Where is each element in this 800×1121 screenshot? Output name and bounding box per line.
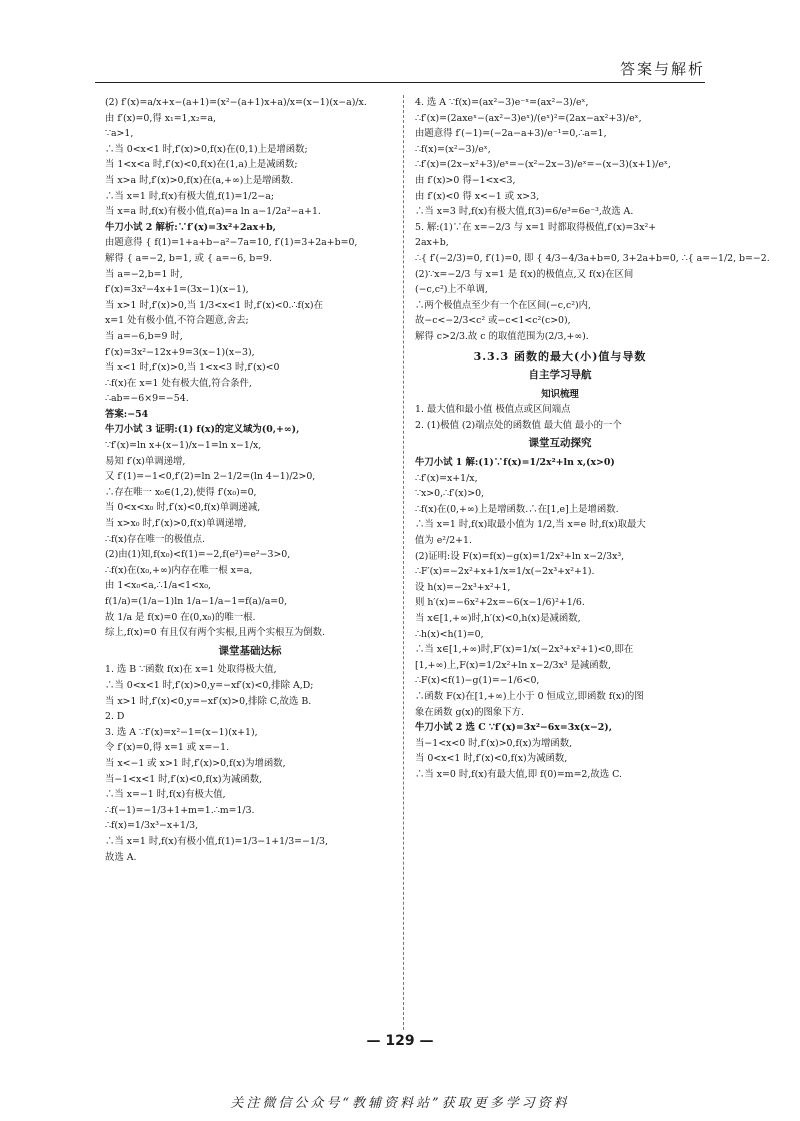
- footer-note: 关注微信公众号“教辅资料站”获取更多学习资料: [230, 1096, 570, 1111]
- text-line: ∵x>0,∴f′(x)>0,: [415, 488, 485, 500]
- text-line: 5. 解:(1)∵在 x=−2/3 与 x=1 时都取得极值,f′(x)=3x²+: [415, 221, 657, 233]
- text-line: 解得 c>2/3.故 c 的取值范围为(2/3,+∞).: [415, 330, 589, 342]
- text-line: ∴当 x∈[1,+∞)时,F′(x)=1/x(−2x³+x²+1)<0,即在: [415, 644, 634, 656]
- text-line: ∴f′(x)=x+1/x,: [415, 472, 478, 484]
- text-line: (2)由(1)知,f(x₀)<f(1)=−2,f(e²)=e²−3>0,: [105, 549, 291, 561]
- text-line: 当 a=−6,b=9 时,: [105, 330, 183, 342]
- text-line: f′(x)=3x²−12x+9=3(x−1)(x−3),: [105, 346, 255, 358]
- text-line: 4. 选 A ∵f(x)=(ax²−3)e⁻ˣ=(ax²−3)/eˣ,: [415, 97, 589, 108]
- text-line: ∴当 x=−1 时,f(x)有极大值,: [105, 789, 226, 801]
- text-line: ∴当 0<x<1 时,f′(x)>0,y=−xf′(x)<0,排除 A,D;: [105, 679, 314, 691]
- text-line: 牛刀小试 2 选 C ∵f′(x)=3x²−6x=3x(x−2),: [415, 722, 612, 734]
- text-line: 牛刀小试 3 证明:(1) f(x)的定义域为(0,+∞),: [105, 424, 300, 436]
- text-line: x=1 处有极小值,不符合题意,舍去;: [105, 315, 249, 327]
- text-line: ∴存在唯一 x₀∈(1,2),使得 f′(x₀)=0,: [105, 486, 257, 498]
- text-line: ∴F′(x)=−2x²+x+1/x=1/x(−2x³+x²+1).: [415, 566, 595, 578]
- text-line: 又 f′(1)=−1<0,f′(2)=ln 2−1/2=(ln 4−1)/2>0,: [105, 471, 316, 483]
- text-line: (−c,c²)上不单调,: [415, 284, 488, 296]
- text-line: 由 f′(x)>0 得−1<x<3,: [415, 174, 516, 186]
- text-line: ∴当 x=1 时,f(x)有极大值,f(1)=1/2−a;: [105, 190, 275, 202]
- text-line: 1. 最大值和最小值 极值点或区间端点: [415, 404, 571, 416]
- text-line: 课堂互动探究: [528, 437, 592, 450]
- text-line: ∴当 x=1 时,f(x)有极小值,f(1)=1/3−1+1/3=−1/3,: [105, 835, 328, 847]
- text-line: f′(x)=3x²−4x+1=(3x−1)(x−1),: [105, 284, 249, 296]
- text-line: 当 x>1 时,f′(x)<0,y=−xf′(x)>0,排除 C,故选 B.: [105, 695, 312, 707]
- text-line: ∵a>1,: [105, 128, 134, 140]
- text-line: ∴f′(x)=(2axeˣ−(ax²−3)eˣ)/(eˣ)²=(2ax−ax²+3)/eˣ,: [415, 112, 642, 124]
- text-line: 令 f′(x)=0,得 x=1 或 x=−1.: [105, 742, 230, 754]
- text-line: 牛刀小试 2 解析:∵f′(x)=3x²+2ax+b,: [105, 221, 276, 233]
- column-divider: [403, 95, 404, 1030]
- text-line: ∴f(x)=1/3x³−x+1/3,: [105, 820, 199, 832]
- text-line: ∴ab=−6×9=−54.: [105, 393, 189, 405]
- text-line: 2. D: [105, 711, 125, 723]
- text-line: 当 0<x<1 时,f′(x)<0,f(x)为减函数,: [415, 753, 568, 765]
- text-line: 由题意得 f′(−1)=(−2a−a+3)/e⁻¹=0,∴a=1,: [415, 128, 607, 140]
- text-line: 当 x<−1 或 x>1 时,f′(x)>0,f(x)为增函数,: [105, 757, 286, 769]
- text-line: 则 h′(x)=−6x²+2x=−6(x−1/6)²+1/6.: [415, 597, 585, 609]
- text-line: 知识梳理: [541, 388, 579, 400]
- text-line: 设 h(x)=−2x³+x²+1,: [415, 581, 511, 593]
- text-line: 由 1<x₀<a,∴1/a<1<x₀,: [105, 580, 212, 592]
- text-line: 易知 f′(x)单调递增,: [105, 455, 186, 467]
- right-column: [415, 95, 770, 783]
- text-line: f(1/a)=(1/a−1)ln 1/a−1/a−1=f(a)/a=0,: [105, 596, 288, 607]
- text-line: ∴f(x)在(x₀,+∞)内存在唯一根 x=a,: [105, 564, 253, 576]
- text-line: ∴f(−1)=−1/3+1+m=1.∴m=1/3.: [105, 804, 255, 816]
- text-line: 当 x<1 时,f′(x)>0,当 1<x<3 时,f′(x)<0: [105, 362, 280, 374]
- text-line: 解得 { a=−2, b=1, 或 { a=−6, b=9.: [105, 252, 273, 264]
- text-line: ∴f(x)在 x=1 处有极大值,符合条件,: [105, 377, 252, 389]
- text-line: 2. (1)极值 (2)端点处的函数值 最大值 最小的一个: [415, 419, 622, 431]
- text-line: ∴函数 F(x)在[1,+∞)上小于 0 恒成立,即函数 f(x)的图: [415, 690, 644, 702]
- text-line: (2) f′(x)=a/x+x−(a+1)=(x²−(a+1)x+a)/x=(x−1)(x−a)/x.: [105, 97, 367, 108]
- text-line: 象在函数 g(x)的图象下方.: [415, 706, 524, 718]
- text-line: 自主学习导航: [528, 369, 592, 382]
- text-line: 当−1<x<1 时,f′(x)<0,f(x)为减函数,: [105, 773, 263, 785]
- page-number: — 129 —: [366, 1033, 434, 1049]
- text-line: ∴当 x=1 时,f(x)取最小值为 1/2,当 x=e 时,f(x)取最大: [415, 519, 646, 531]
- text-line: [1,+∞)上,F(x)=1/2x²+ln x−2/3x³ 是减函数,: [415, 659, 611, 671]
- left-column: [105, 95, 395, 865]
- text-line: ∴f(x)存在唯一的极值点.: [105, 533, 206, 545]
- text-line: ∴当 0<x<1 时,f′(x)>0,f(x)在(0,1)上是增函数;: [105, 143, 308, 155]
- text-line: 当 1<x<a 时,f′(x)<0,f(x)在(1,a)上是减函数;: [105, 159, 298, 171]
- text-line: 当−1<x<0 时,f′(x)>0,f(x)为增函数,: [415, 737, 573, 749]
- text-line: 3.3.3 函数的最大(小)值与导数: [473, 349, 647, 363]
- text-line: ∴当 x=3 时,f(x)有极大值,f(3)=6/e³=6e⁻³,故选 A.: [415, 206, 634, 218]
- text-line: (2)∵x=−2/3 与 x=1 是 f(x)的极值点,又 f(x)在区间: [415, 268, 634, 280]
- text-line: 牛刀小试 1 解:(1)∵f(x)=1/2x²+ln x,(x>0): [415, 457, 615, 469]
- text-line: 值为 e²/2+1.: [415, 535, 472, 547]
- text-line: ∴当 x=0 时,f(x)有最大值,即 f(0)=m=2,故选 C.: [415, 768, 622, 780]
- text-line: 课堂基础达标: [218, 644, 282, 657]
- text-line: ∴h(x)<h(1)=0,: [415, 628, 484, 640]
- text-line: 故 1/a 是 f(x)=0 在(0,x₀)的唯一根.: [105, 611, 256, 623]
- text-line: ∴f′(x)=(2x−x²+3)/eˣ=−(x²−2x−3)/eˣ=−(x−3)(x+1)/eˣ,: [415, 159, 671, 171]
- text-line: 由 f′(x)<0 得 x<−1 或 x>3,: [415, 190, 540, 202]
- text-line: ∴F(x)<f(1)−g(1)=−1/6<0,: [415, 675, 540, 687]
- page-header: [95, 50, 705, 83]
- text-line: 3. 选 A ∵f′(x)=x²−1=(x−1)(x+1),: [105, 726, 258, 738]
- text-line: ∵f′(x)=ln x+(x−1)/x−1=ln x−1/x,: [105, 440, 262, 452]
- text-line: ∴f(x)在(0,+∞)上是增函数.∴在[1,e]上是增函数.: [415, 503, 619, 515]
- text-line: 由 f′(x)=0,得 x₁=1,x₂=a,: [105, 112, 217, 124]
- text-line: 答案:−54: [105, 408, 149, 420]
- text-line: ∴f(x)=(x²−3)/eˣ,: [415, 143, 491, 155]
- text-line: (2)证明:设 F(x)=f(x)−g(x)=1/2x²+ln x−2/3x³,: [415, 550, 625, 562]
- text-line: 1. 选 B ∵函数 f(x)在 x=1 处取得极大值,: [105, 664, 277, 676]
- text-line: ∴{ f′(−2/3)=0, f′(1)=0, 即 { 4/3−4/3a+b=0, 3+2a+b=0, ∴{ a=−1/2, b=−2.: [415, 252, 770, 264]
- text-line: 当 x>x₀ 时,f′(x)>0,f(x)单调递增,: [105, 518, 247, 530]
- text-line: 当 x>1 时,f′(x)>0,当 1/3<x<1 时,f′(x)<0.∴f(x)在: [105, 299, 323, 311]
- header-title: 答案与解析: [619, 60, 705, 78]
- text-line: 由题意得 { f(1)=1+a+b−a²−7a=10, f′(1)=3+2a+b=0,: [105, 237, 358, 249]
- text-line: 当 x=a 时,f(x)有极小值,f(a)=a ln a−1/2a²−a+1.: [105, 206, 321, 218]
- text-line: ∴两个极值点至少有一个在区间(−c,c²)内,: [415, 299, 592, 311]
- text-line: 当 x>a 时,f′(x)>0,f(x)在(a,+∞)上是增函数.: [105, 174, 294, 186]
- text-line: 当 0<x<x₀ 时,f′(x)<0,f(x)单调递减,: [105, 502, 261, 514]
- text-line: 当 a=−2,b=1 时,: [105, 268, 183, 280]
- text-line: 综上,f(x)=0 有且仅有两个实根,且两个实根互为倒数.: [105, 627, 325, 639]
- text-line: 故选 A.: [105, 851, 137, 863]
- text-line: 2ax+b,: [415, 237, 449, 249]
- text-line: 当 x∈[1,+∞)时,h′(x)<0,h(x)是减函数,: [415, 613, 581, 624]
- text-line: 故−c<−2/3<c² 或−c<1<c²(c>0),: [415, 315, 571, 327]
